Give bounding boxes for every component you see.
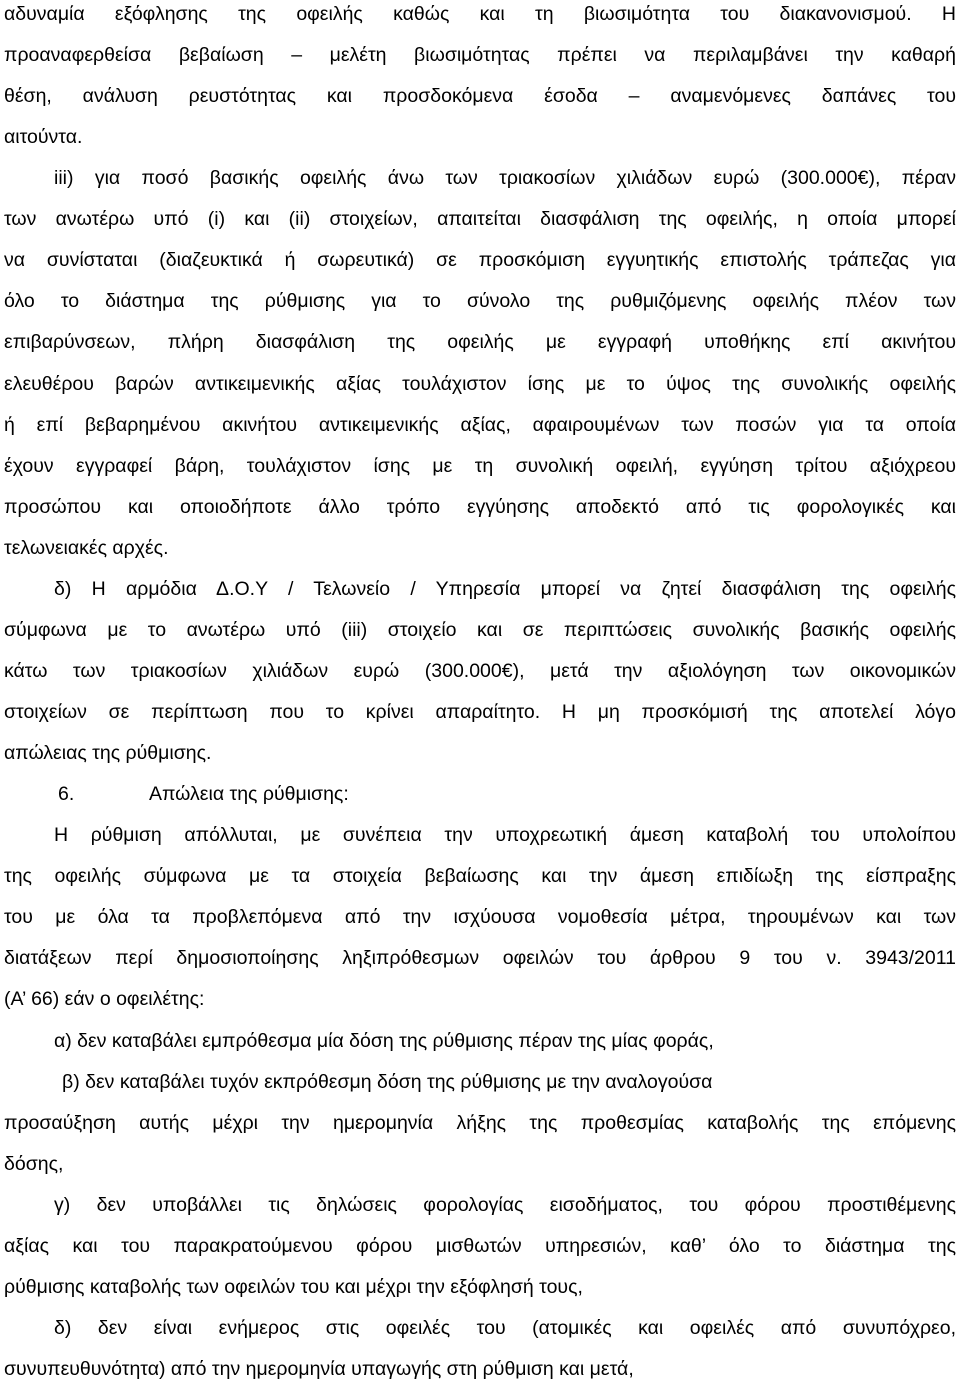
list-item: β) δεν καταβάλει τυχόν εκπρόθεσμη δόση της ρύθμισης με την αναλογούσα [62, 1071, 713, 1093]
text-line: δ) Η αρμόδια Δ.Ο.Υ / Τελωνείο / Υπηρεσία μπορεί να ζητεί διασφάλιση της οφειλής [54, 578, 956, 600]
text-line: τελωνειακές αρχές. [4, 537, 169, 559]
text-line: απώλειας της ρύθμισης. [4, 742, 212, 764]
text-line: των ανωτέρω υπό (i) και (ii) στοιχείων, απαιτείται διασφάλιση της οφειλής, η οποία μπορεί [4, 208, 956, 230]
text-line: Η ρύθμιση απόλλυται, με συνέπεια την υποχρεωτική άμεση καταβολή του υπολοίπου [54, 824, 956, 846]
text-line: να συνίσταται (διαζευκτικά ή σωρευτικά) σε προσκόμιση εγγυητικής επιστολής τράπεζας για [4, 249, 956, 271]
text-line: προαναφερθείσα βεβαίωση – μελέτη βιωσιμότητας πρέπει να περιλαμβάνει την καθαρή [4, 44, 956, 66]
text-line: δόσης, [4, 1153, 64, 1175]
text-line: συνυπευθυνότητα) από την ημερομηνία υπαγωγής στη ρύθμιση και μετά, [4, 1358, 634, 1380]
text-line: σύμφωνα με το ανωτέρω υπό (iii) στοιχείο και σε περιπτώσεις συνολικής βασικής οφειλής [4, 619, 956, 641]
text-line: προσαύξηση αυτής μέχρι την ημερομηνία λήξης της προθεσμίας καταβολής της επόμενης [4, 1112, 956, 1134]
text-line: αδυναμία εξόφλησης της οφειλής καθώς και τη βιωσιμότητα του διακανονισμού. Η [4, 3, 956, 25]
text-line: (Α’ 66) εάν ο οφειλέτης: [4, 988, 205, 1010]
text-line: στοιχείων σε περίπτωση που το κρίνει απαραίτητο. Η μη προσκόμισή της αποτελεί λόγο [4, 701, 956, 723]
text-line: επιβαρύνσεων, πλήρη διασφάλιση της οφειλής με εγγραφή υποθήκης επί ακινήτου [4, 331, 956, 353]
text-line: ρύθμισης καταβολής των οφειλών του και μέχρι την εξόφλησή τους, [4, 1276, 583, 1298]
text-line: κάτω των τριακοσίων χιλιάδων ευρώ (300.000€), μετά την αξιολόγηση των οικονομικών [4, 660, 956, 682]
list-item: α) δεν καταβάλει εμπρόθεσμα μία δόση της ρύθμισης πέραν της μίας φοράς, [54, 1030, 714, 1052]
list-item: δ) δεν είναι ενήμερος στις οφειλές του (ατομικές και οφειλές από συνυπόχρεο, [54, 1317, 956, 1339]
text-line: ελευθέρου βαρών αντικειμενικής αξίας τουλάχιστον ίσης με το ύψος της συνολικής οφειλής [4, 373, 956, 395]
text-line: προσώπου και οποιοδήποτε άλλο τρόπο εγγύησης αποδεκτό από τις φορολογικές και [4, 496, 956, 518]
text-line: θέση, ανάλυση ρευστότητας και προσδοκόμενα έσοδα – αναμενόμενες δαπάνες του [4, 85, 956, 107]
text-line: του με όλα τα προβλεπόμενα από την ισχύουσα νομοθεσία μέτρα, τηρουμένων και των [4, 906, 956, 928]
list-item: γ) δεν υποβάλλει τις δηλώσεις φορολογίας εισοδήματος, του φόρου προστιθέμενης [54, 1194, 956, 1216]
section-number: 6. [58, 783, 75, 805]
section-heading [4, 782, 956, 806]
text-line: ή επί βεβαρημένου ακινήτου αντικειμενικής αξίας, αφαιρουμένων των ποσών για τα οποία [4, 414, 956, 436]
text-line: διατάξεων περί δημοσιοποίησης ληξιπρόθεσμων οφειλών του άρθρου 9 του ν. 3943/2011 [4, 947, 956, 969]
text-line: αξίας και του παρακρατούμενου φόρου μισθωτών υπηρεσιών, καθ’ όλο το διάστημα της [4, 1235, 956, 1257]
text-line: όλο το διάστημα της ρύθμισης για το σύνολο της ρυθμιζόμενης οφειλής πλέον των [4, 290, 956, 312]
text-line: της οφειλής σύμφωνα με τα στοιχεία βεβαίωσης και την άμεση επιδίωξη της είσπραξης [4, 865, 956, 887]
section-title: Απώλεια της ρύθμισης: [149, 783, 349, 805]
text-line: iii) για ποσό βασικής οφειλής άνω των τριακοσίων χιλιάδων ευρώ (300.000€), πέραν [54, 167, 956, 189]
text-line: έχουν εγγραφεί βάρη, τουλάχιστον ίσης με τη συνολική οφειλή, εγγύηση τρίτου αξιόχρεου [4, 455, 956, 477]
text-line: αιτούντα. [4, 126, 83, 148]
